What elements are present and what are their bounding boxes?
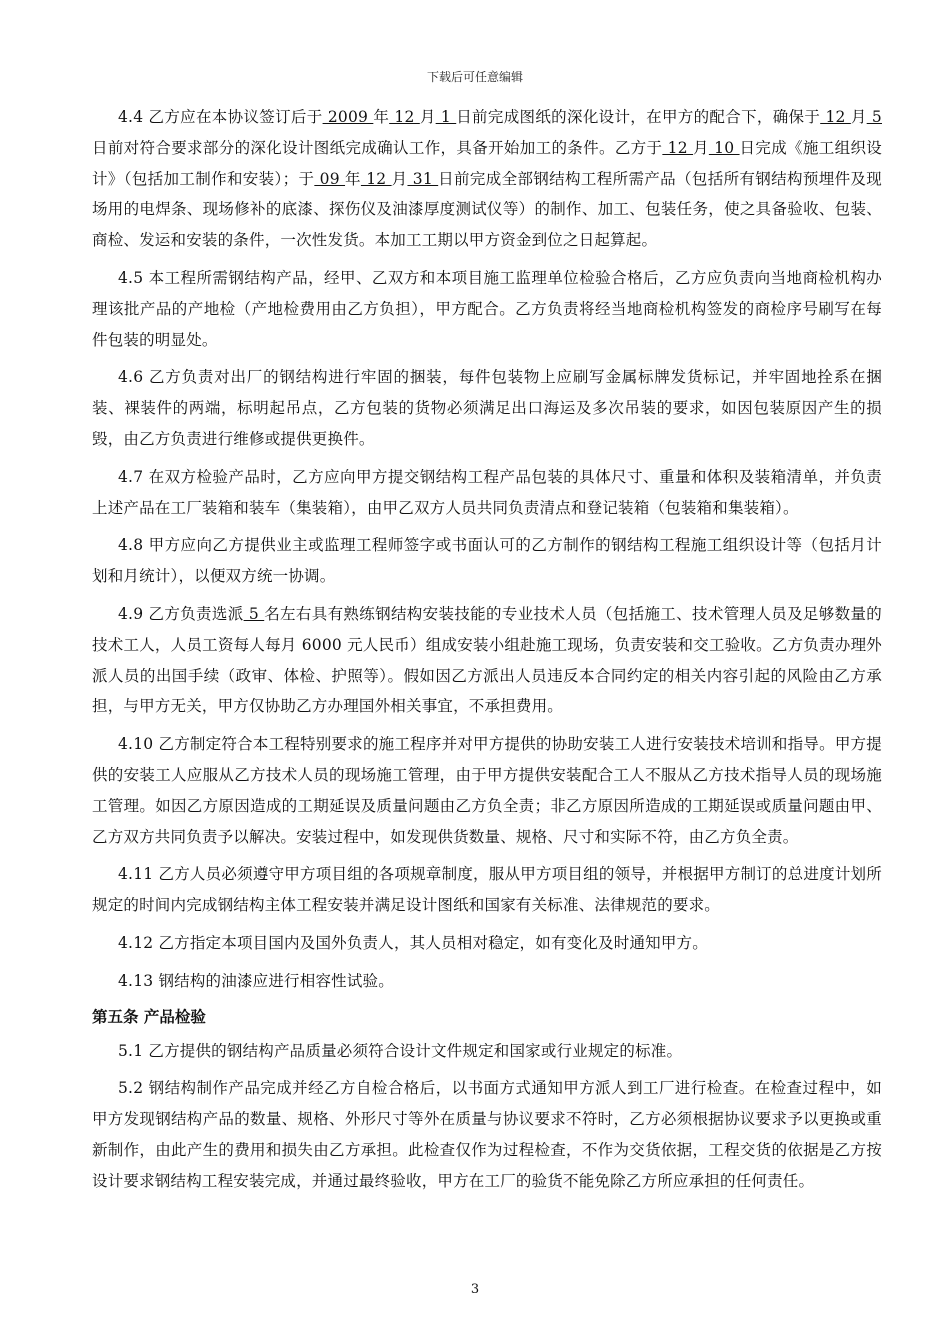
plan-deadline-month: 12 xyxy=(662,138,694,157)
clause-text: 月 xyxy=(419,108,436,126)
clause-5-1: 5.1 乙方提供的钢结构产品质量必须符合设计文件规定和国家或行业规定的标准。 xyxy=(118,1041,683,1060)
clause-4-10: 4.10 乙方制定符合本工程特别要求的施工程序并对甲方提供的协助安装工人进行安装技术培训和指导。甲方提供的安装工人应服从乙方技术人员的现场施工管理，由于甲方提供安装配合工人不服从乙方技术指导人员的现场施工管理。如因乙方原因造成的工期延误及质量问题由乙方负全责；非乙方原因所造成的工期延误或质量问题由甲、乙方双方共同负责予以解决。安装过程中，如发现供货数量、规格、尺寸和实际不符，由乙方负全责。 xyxy=(92,735,882,846)
confirm-deadline-month: 12 xyxy=(820,108,851,126)
clause-text: 月 xyxy=(693,138,709,157)
clause-4-8: 4.8 甲方应向乙方提供业主或监理工程师签字或书面认可的乙方制作的钢结构工程施工组织设计等（包括月计划和月统计），以便双方统一协调。 xyxy=(92,536,882,586)
clause-4-5: 4.5 本工程所需钢结构产品，经甲、乙双方和本项目施工监理单位检验合格后，乙方应负责向当地商检机构办理该批产品的产地检（产地检费用由乙方负担），甲方配合。乙方负责将经当地商检机构签发的商检序号刷写在每件包装的明显处。 xyxy=(92,268,882,349)
clause-text: 4.4 乙方应在本协议签订后于 xyxy=(118,108,323,126)
clause-text: 日完成《施工组织设计》（包括加工制作和安装）；于 xyxy=(92,138,882,188)
page-header: 下载后可任意编辑 xyxy=(426,70,523,84)
clause-4-4 xyxy=(92,102,882,256)
clause-text: 日前完成图纸的深化设计，在甲方的配合下，确保于 xyxy=(456,108,821,126)
delivery-deadline-day: 31 xyxy=(407,169,439,188)
clause-text: 名左右具有熟练钢结构安装技能的专业技术人员（包括施工、技术管理人员及足够数量的技术工人，人员工资每人每月 6000 元人民币）组成安装小组赴施工现场，负责安装和交工验收。乙方负责办理外派人员的出国手续（政审、体检、护照等）。假如因乙方派出人员违反本合同约定的相关内容引起的风险由乙方承担，与甲方无关，甲方仅协助乙方办理国外相关事宜，不承担费用。 xyxy=(92,604,882,716)
delivery-deadline-month: 12 xyxy=(360,169,392,188)
clause-text: 月 xyxy=(391,169,408,188)
clause-4-11: 4.11 乙方人员必须遵守甲方项目组的各项规章制度，服从甲方项目组的领导，并根据甲方制订的总进度计划所规定的时间内完成钢结构主体工程安装并满足设计图纸和国家有关标准、法律规范的要求。 xyxy=(92,865,882,915)
document-body xyxy=(92,102,882,1204)
section-5-heading: 第五条 产品检验 xyxy=(92,1007,206,1026)
plan-deadline-day: 10 xyxy=(708,138,740,157)
clause-text: 日前完成全部钢结构工程所需产品（包括所有钢结构预埋件及现场用的电焊条、现场修补的底漆、探伤仪及油漆厚度测试仪等）的制作、加工、包装任务，使之具备验收、包装、商检、发运和安装的条件，一次性发货。本加工工期以甲方资金到位之日起算起。 xyxy=(92,169,882,250)
clause-4-6: 4.6 乙方负责对出厂的钢结构进行牢固的捆装，每件包装物上应刷写金属标牌发货标记，并牢固地拴系在捆装、裸装件的两端，标明起吊点，乙方包装的货物必须满足出口海运及多次吊装的要求，如因包装原因产生的损毁，由乙方负责进行维修或提供更换件。 xyxy=(92,368,882,448)
design-deadline-month: 12 xyxy=(389,108,420,126)
clause-text: 年 xyxy=(345,169,361,188)
staff-count: 5 xyxy=(243,604,265,623)
clause-text: 日前对符合要求部分的深化设计图纸完成确认工作，具备开始加工的条件。乙方于 xyxy=(92,138,663,157)
delivery-deadline-year: 09 xyxy=(314,169,346,188)
clause-4-9 xyxy=(92,599,882,722)
confirm-deadline-day: 5 xyxy=(866,108,882,126)
clause-text: 年 xyxy=(373,108,390,126)
clause-4-13: 4.13 钢结构的油漆应进行相容性试验。 xyxy=(118,971,394,990)
page-number: 3 xyxy=(470,1282,480,1297)
clause-4-7: 4.7 在双方检验产品时，乙方应向甲方提交钢结构工程产品包装的具体尺寸、重量和体积及装箱清单，并负责上述产品在工厂装箱和装车（集装箱），由甲乙双方人员共同负责清点和登记装箱（包装箱和集装箱）。 xyxy=(92,467,882,517)
design-deadline-day: 1 xyxy=(435,108,457,126)
clause-text: 4.9 乙方负责选派 xyxy=(118,604,244,623)
clause-5-2: 5.2 钢结构制作产品完成并经乙方自检合格后，以书面方式通知甲方派人到工厂进行检查。在检查过程中，如甲方发现钢结构产品的数量、规格、外形尺寸等外在质量与协议要求不符时，乙方必须根据协议要求予以更换或重新制作，由此产生的费用和损失由乙方承担。此检查仅作为过程检查，不作为交货依据，工程交货的依据是乙方按设计要求钢结构工程安装完成，并通过最终验收，甲方在工厂的验货不能免除乙方所应承担的任何责任。 xyxy=(92,1079,882,1190)
design-deadline-year: 2009 xyxy=(322,108,374,126)
clause-text: 月 xyxy=(850,108,867,126)
clause-4-12: 4.12 乙方指定本项目国内及国外负责人，其人员相对稳定，如有变化及时通知甲方。 xyxy=(118,933,708,952)
